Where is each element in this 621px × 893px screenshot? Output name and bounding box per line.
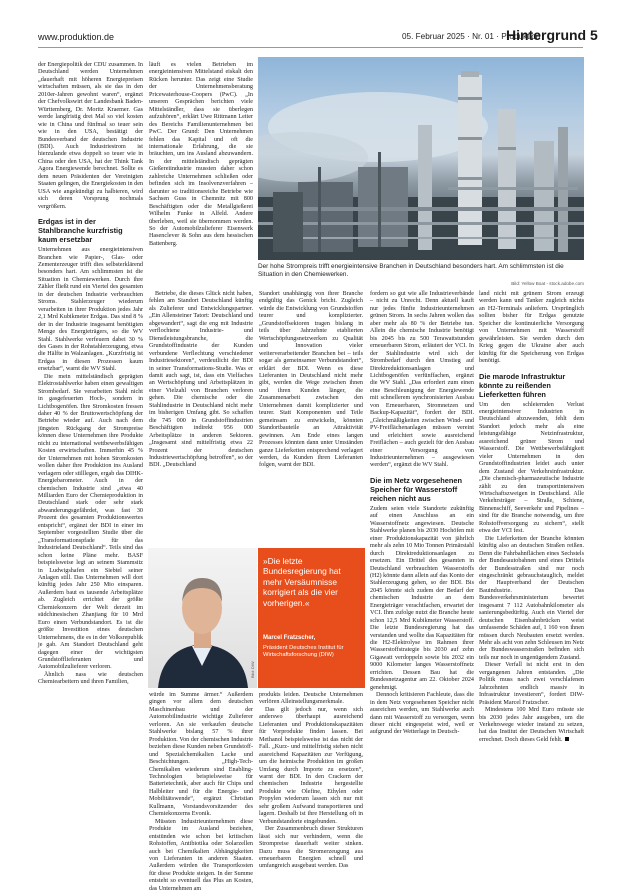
paragraph: Die Lieferketten der Branche könnten künftig also an deutschen Straßen reißen. Denn die Fahrbahnflächen eines Sechstels der Bundesautobahnen und eines Drittels der Bundesstraßen sind nur noch eingeschränkt gebrauchstauglich, meldet der Hauptverband der Deutschen Bauindustrie. Das Bundesverkehrsministerium bewertet insgesamt 7 112 Autobahnkilometer als sanierungsbedürftig. Auch ein Viertel der deutschen Eisenbahnbrücken weist umfassende Schäden auf, 1 160 von ihnen müssen durch Neubauten ersetzt werden. Mehr als acht von zehn Schleusen im Netz der Bundeswasserstraßen befinden sich teils nur noch in ungenügendem Zustand.: [479, 535, 584, 661]
column-2-bottom: [149, 692, 253, 893]
paragraph: Der Zusammenbruch dieser Strukturen lässt sich nur verhindern, wenn die Strompreise dauerhaft weiter sinken. Dazu muss die Stromerzeugung aus erneuerbaren Energien schnell und umfangreich ausgebaut werden. Das: [259, 826, 363, 870]
paragraph: Das gilt jedoch nur, wenn sich anderswo überhaupt ausreichend Lieferanten und Produktionskapazitäten für Vorprodukte finden lassen. Bei Methanol beispielsweise ist das nicht der Fall. „Kurz- und mittelfristig stehen nicht ausreichend Kapazitäten zur Verfügung, um die heimische Produktion im großen Umfang durch Importe zu ersetzen“, warnt der BDI. In den Crackern der chemischen Industrie hergestellte Produkte wie Olefine, Ethylen oder Propylen wiederum lassen sich nur mit sehr großem Aufwand transportieren und lagern. Deshalb ist ihre Herstellung oft in Verbundstandorte eingebunden.: [259, 706, 363, 825]
pull-quote: [258, 548, 365, 688]
paragraph: produkts leiden. Deutsche Unternehmen verlören Alleinstellungsmerkmale.: [259, 692, 363, 706]
photo-caption: Der hohe Strompreis trifft energieintensive Branchen in Deutschland besonders hart. Am schlimmsten ist die Situation in den Chemiewerken.: [258, 263, 564, 278]
paragraph: Standort unabhängig von ihrer Branche endgültig das Genick bricht. Zugleich würde die Entwicklung von Grundstoffen teurer und komplizierter. „Grundstoffsektoren tragen bislang in teils über Jahrzehnte etablierten Wertschöpfungsnetzwerken zu Qualität und Innovation vieler weiterverarbeitender Branchen bei – teils sogar als gemeinsamer Verbundstandort“, erklärt der BDI. Wenn es diese Lieferanten in Deutschland nicht mehr gibt, werden die Wege zwischen ihnen und ihren Kunden länger, die Zusammenarbeit zwischen den Unternehmen damit komplizierter und teurer. Statt Komponenten und Teile gemeinsam zu entwickeln, könnten Standortbauteile an Attraktivität gewinnen. Am Ende eines langen Prozesses könnten dann unter Umständen ganze Lieferketten entsprechend verlagert werden, da Kunden ihren Lieferanten folgen, warnt der BDI.: [259, 291, 363, 469]
paragraph: läuft es vielen Betrieben im energieintensiven Mittelstand eiskalt den Rücken herunter. Das zeigt eine Studie der Unternehmensberatung Pricewaterhouse-Coopers (PwC). „In unseren Gesprächen berichten viele Mittelständler, dass sie überlegen aufzuhören“, erklärt Uwe Rittmann Leiter des Bereichs Familienunternehmen bei PwC. Der Grund: Den Unternehmen fehlen das Kapital und oft die internationale Erfahrung, die sie bräuchten, um ins Ausland abzuwandern. In der mittelständisch geprägten Gießereiindustrie mussten daher schon zahlreiche Unternehmen schließen oder befinden sich im Insolvenzverfahren – darunter so traditionsreiche Betriebe wie Sachsen Guss in Chemnitz mit 800 Beschäftigten oder die Metallgießerei Wilhelm Funke in Alfeld. Andere überleben, weil sie übernommen werden. So der Automobilzulieferer Eisenwerk Hasenclever & Sohn aus dem hessischen Battenberg.: [149, 62, 253, 247]
photo-credit: Bild: Yellow Boat - stock.adobe.com: [511, 281, 584, 286]
column-4: [370, 291, 474, 737]
header-divider: [38, 47, 583, 48]
subheading: Erdgas ist in der Stahlbranche kurzfristig kaum ersetzbar: [38, 217, 123, 245]
portrait-photo: [148, 548, 257, 688]
column-5: [479, 291, 584, 744]
paragraph: Dieser Verfall ist nicht erst in den vergangenen Jahren entstanden. „Die Politik muss nach zwei verschlafenen Jahrzehnten endlich massiv in Infrastruktur investieren“, fordert DIW-Präsident Marcel Fratzscher.: [479, 662, 584, 706]
subheading: Die marode Infrastruktur könnte zu reißenden Lieferketten führen: [479, 371, 566, 399]
paragraph: Die mein mittelständisch geprägten Elektrostahlwerke haben einen gewaltigen Strombedarf. Sie verarbeiten Stahl nicht in gasgefeuerten Hoch-, sondern in Lichtbogenöfen. Ihre Stromkosten fressen daher 40 % der Bruttowertschöpfung der Betriebe wieder auf. Auch nach dem jüngsten Rückgang der Strompreise können diese Unternehmen ihre Produkte nicht zu international wettbewerbsfähigen Kosten erwirtschaften. Immerhin 45 % der Unternehmen mit hohen Stromkosten wollen daher ihre Produktion ins Ausland verlagern oder stilllegen, ergab das DIHK-Energiebarometer. Auch in der chemischen Industrie sind „etwa 40 Milliarden Euro der Chemieproduktion in Deutschland stark oder sehr stark abwanderungsgefährdet, was fast 30 Prozent des gesamten Produktionswertes entspricht“, ergänzt der BDI in einer im September vorgestellten Studie über die „Transformationspfade für das Industrieland Deutschland“. Teils sind das schon keine Pläne mehr. BASF beispielsweise legt an seinem Stammsitz in Ludwigshafen ein Siebtel seiner Anlagen still. Das Unternehmen will dort künftig jedes Jahr 250 Mio einsparen. Außerdem baut es tausende Arbeitsplätze ab. Zugleich errichtet der größte Chemiekonzern der Welt derzeit im südchinesischen Zhanjiang für 10 Mrd Euro einen Verbundstandort. Es ist die größte Investition eines deutschen Unternehmens, die es in der Volksrepublik je gab. Am Standort Deutschland geht dagegen einer der wichtigsten Grundstofflieferanten und Automobilzulieferer verloren.: [38, 373, 143, 671]
site-url: www.produktion.de: [38, 32, 115, 42]
paragraph: Dennoch kritisieren Fachleute, dass die in dem Netz vorgesehenen Speicher nicht ausreichen werden, um Stahlwerke auch dann mit Wasserstoff zu versorgen, wenn dieser nicht eingespeist wird, weil er aufgrund der Wetterlage in Deutsch-: [370, 692, 474, 736]
column-3-bottom: [259, 692, 363, 871]
column-2-top: [149, 62, 253, 248]
paragraph: Zudem seien viele Standorte zukünftig auf einen Anschluss an ein Wasserstoffnetz angewiesen. Deutsche Stahlwerke planen bis 2030 Hochöfen mit einer Produktionskapazität von jährlich mehr als zehn 10 Mio Tonnen Primärstahl durch Direktreduktionsanlagen zu ersetzen. Ein Drittel des gesamten in Deutschland verbrauchten Wasserstoffs (H2) könnte dann allein auf das Konto der Stahlerzeugung gehen, so der BDI. Bis 2045 könnte sich zudem der Bedarf der chemischen Industrie an dem Energieträger verachtfachen, erwartet der VCI. Ihm zufolge nutzt die Branche heute schon 12,5 Mrd Kubikmeter Wasserstoff. Die letzte Bundesregierung hat das verstanden und wollte das Kapazitäten für die H2-Elektrolyse im Rahmen ihrer Wasserstoffstrategie bis 2030 auf zehn Gigawatt verdoppeln sowie bis 2032 ein 9000 Kilometer langes Wasserstoffnetz errichten. Dessen Bau hat die Bundesnetzagentur am 22. Oktober 2024 genehmigt.: [370, 505, 474, 691]
paragraph: Betriebe, die dieses Glück nicht haben, fehlen am Standort Deutschland künftig als Zulieferer und Entwicklungspartner. „Ein Allensteiner Tatort: Deutschland und abgewandert“, sagt die eng mit Industrie verflochtene Industrie- und Dienstleistungsbranche, die Grundstoffindustrie der Kunden verbundene Verflechtung verschiedener Industriesektoren“, verdeutlicht der BDI in seiner Transformations-Studie. Was er damit auch sagt, ist, dass ein Vielfaches an Wertschöpfung und Arbeitsplätzen in einer Vielzahl von Branchen verloren gehen. Die chemische oder die Stahlindustrie in Deutschland nicht mehr im bisherigen Umfang gibt. So schaffen die 745 000 in Grundstoffindustrien Beschäftigten indirekt 956 000 Arbeitsplätze in anderen Sektoren. „Insgesamt sind mittelfristig etwa 22 Prozent der deutschen Industriewertschöpfung betroffen“, so der BDI. „Deutschland: [149, 291, 253, 469]
column-2-middle: [149, 291, 253, 470]
quote-text: »Die letzte Bundesregierung hat mehr Versäumnisse korrigiert als die vier vorherigen.«: [263, 556, 341, 608]
paragraph-text: Mindestens 100 Mrd Euro müsste sie bis 2030 jedes Jahr ausgeben, um die Verkehrswege wieder instand zu setzen, hat das Institut der Deutschen Wirtschaft errechnet. Doch dieses Geld fehlt.: [479, 707, 584, 743]
quote-author-role: Präsident Deutsches Institut für Wirtschaftsforschung (DIW): [263, 645, 344, 658]
refinery-illustration: [258, 57, 584, 260]
paragraph: würde im Summe ärmer.“ Außerdem gingen vor allem dem deutschen Maschinenbau und der Automobilindustrie wichtige Zulieferer verloren. An sie verkaufen deutsche Stahlwerke bislang 57 % ihrer Produktion. Von der chemischen Industrie beziehen diese Kunden neben Grundstoff- und Spezialchemikalien Lacke und Beschichtungen. „High-Tech-Chemikalien wiederum sind Enabling-Technologien beispielsweise für Batterietechnik, aber auch für Chips und Halbleiter und für die Energie- und Mobilitätswende“, ergänzt Christian Kullmann, Vorstandsvorsitzender des Chemiekonzerns Evonik.: [149, 692, 253, 818]
column-1: [38, 62, 143, 687]
refinery-photo: [258, 57, 584, 260]
section-page-label: Hintergrund 5: [506, 27, 598, 43]
portrait-credit: Bild: DIW: [250, 661, 255, 678]
paragraph: land nicht mit grünem Strom erzeugt werden kann und Tanker zugleich nichts an H2-Terminals anliefern. Ursprünglich sollten bisher für Erdgas genutzte Speicher die kontinuierliche Versorgung von Unternehmen mit Wasserstoff gewährleisten. Sie werden durch den Krieg gegen die Ukraine aber auch künftig für die Speicherung von Erdgas benötigt.: [479, 291, 584, 365]
paragraph: fordern so gut wie alle Industrieverbände – nicht zu Unrecht. Denn aktuell kauft nur jedes fünfte Industrieunternehmen grünen Strom. In sechs Jahren wollen das aber mehr als 80 % der Betriebe tun. Allein die chemische Industrie benötigt bis 2045 bis zu 500 Terawattstunden erneuerbaren Strom, erläutert der VCI. In der Stahlindustrie wird sich der Strombedarf durch den Umstieg auf Direktreduktionsanlagen und Lichtbogenöfen verfünffachen, ergänzt die WV Stahl. „Das erfordert zum einen eine Beschleunigung der Energiewende mit schnellerem synchronisierten Ausbau von Erneuerbaren, Stromnetzen und Backup-Kapazität“, fordert der BDI. „Gleichmäßigkeiten zwischen Wind- und PV-Freiflächenanlagen müssen vereint und erleichtert sowie ausreichend Freiflächen – auch gezielt für den Ausbau einer Versorgung von Industrieunternehmen – ausgewiesen werden“, ergänzt die WV Stahl.: [370, 291, 474, 469]
paragraph: Unternehmen aus energieintensiven Branchen wie Papier-, Glas- oder Zementerzeuger trifft dies selbsterklärend besonders hart. Am schlimmsten ist die Situation in Chemiewerken. Durch ihre Zähler fließt rund ein Viertel des gesamten in der deutschen Industrie verbrauchten Stroms. Stahlerzeuger wiederum verarbeiten in ihrer Produktion jedes Jahr 2,1 Mrd Kubikmeter Erdgas. Das sind 8 % der in der Industrie insgesamt benötigten Menge des Energieträgers, so die WV Stahl. Stahlwerke verfeuern dabei 30 % des Gases in der Rohstahlerzeugung, etwa die Hälfte in Walzanlagen. „Kurzfristig ist Erdgas in diesen Prozessen kaum ersetzbar“, warnt die WV Stahl.: [38, 247, 143, 373]
end-of-article-mark: [565, 737, 569, 741]
subheading: Die im Netz vorgesehenen Speicher für Wasserstoff reichen nicht aus: [370, 475, 463, 503]
quote-author: Marcel Fratzscher,: [263, 635, 316, 641]
paragraph: Ähnlich nass wie deutschen Chemiearbeitern und ihren Familien,: [38, 671, 143, 686]
paragraph: Müssten Industrieunternehmen diese Produkte im Ausland beziehen, entstünden wie schon bei kritischen Rohstoffen, Antibiotika oder Solarzellen auch bei Chemikalien Abhängigkeiten von Lieferanten in anderen Staaten. Außerdem würden die Transportkosten für diese Produkte steigen. In der Summe entsteht so eventuell das Plus an Kosten, das Unternehmen am: [149, 818, 253, 892]
person-silhouette: [148, 548, 257, 688]
paragraph: [479, 707, 584, 744]
paragraph: Um den schleiernden Verlust energieintensiver Industrien in Deutschland abzuwenden, fehlt dem Standort jedoch mehr als eine leistungsfähige Netzinfrastruktur, ausreichend grüner Strom und Wasserstoff. Die Wettbewerbsfähigkeit vieler Unternehmen in den Grundstoffindustrien leidet auch unter dem Zustand der Verkehrsinfrastruktur. „Die chemisch-pharmazeutische Industrie zählt zu den transportintensiven Wirtschaftszweigen in Deutschland. Alle Verkehrsträger – Straße, Schiene, Binnenschiff, Seeverkehr und Pipelines – sind für die Branche notwendig, um ihre Rohstoffversorgung zu sichern“, stellt etwa der VCI fest.: [479, 401, 584, 535]
column-3-top: [259, 291, 363, 470]
issue-date: 05. Februar 2025 · Nr. 01 · Produktion: [402, 32, 541, 41]
paragraph: der Energiepolitik der CDU zusammen. In Deutschland werden Unternehmen „dauerhaft mit höheren Energiepreisen wirtschaften müssen, als sie das in den 2010er-Jahren gewohnt waren“, ergänzt der Chefvolkswirt der Landesbank Baden-Württemberg, Dr. Moritz Kraemer. Gas werde langfristig drei Mal so viel kosten wie in China und fünfmal so teuer sein wie in den USA, bestätigt der Bundesverband der deutschen Industrie (BDI). Auch Industriestrom ist hierzulande etwa doppelt so teuer wie in China oder den USA, hat der Think Tank Agora Energiewende berechnet. Sollte es dem neuen Präsidenten der Vereinigten Staaten gelingen, die Energiekosten in den USA wie angekündigt zu halbieren, wird sich deren Vorsprung nochmals vergrößern.: [38, 62, 143, 210]
